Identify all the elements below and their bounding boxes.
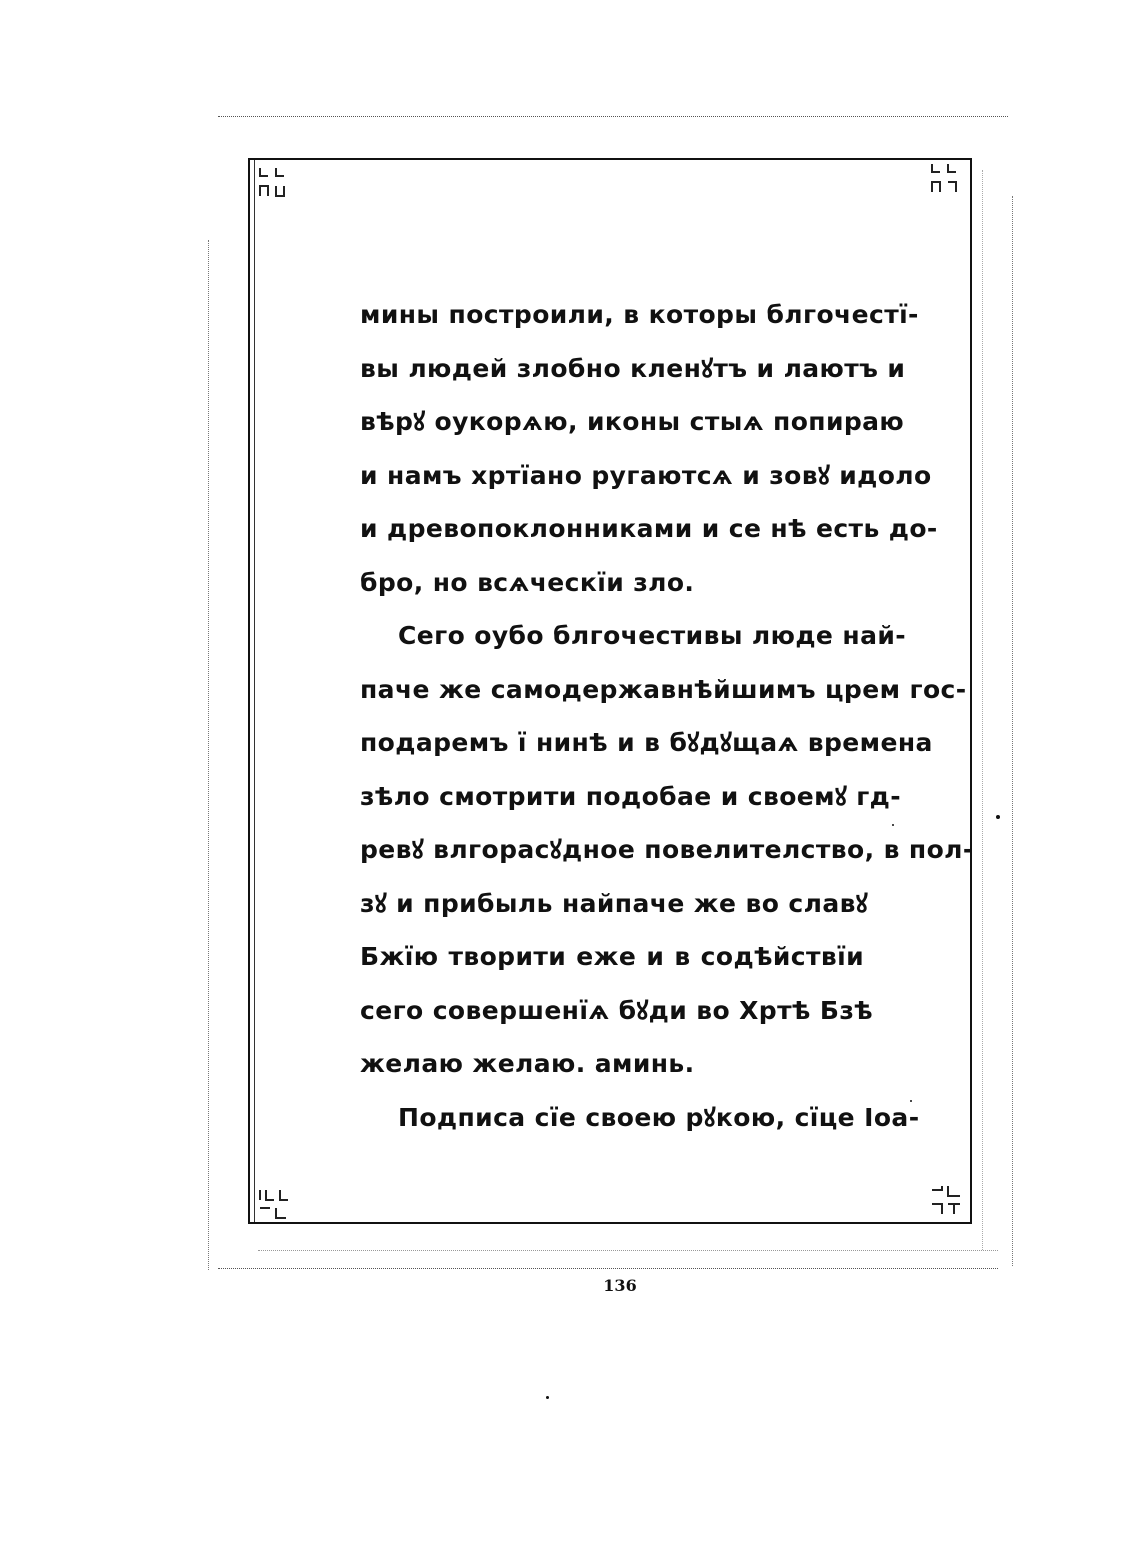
text-line: сего совершенїѧ бꙋди во Хртѣ Бзѣ <box>360 995 874 1025</box>
text-line: Бжїю творити еже и в содѣйствїи <box>360 942 864 971</box>
text-line: и древопоклонниками и се нѣ есть до- <box>360 514 938 543</box>
text-line: паче же самодержавнѣйшимъ црем гос- <box>360 674 967 704</box>
text-line: мины построили, в которы блгочестї- <box>360 300 919 329</box>
text-line: вы людей злобно кленꙋтъ и лаютъ и <box>360 353 906 383</box>
page-number: 136 <box>603 1276 637 1295</box>
bottom-dotted-rule-inner <box>258 1250 998 1251</box>
text-line: бро, но всѧческїи зло. <box>360 567 695 597</box>
text-line: зѣло смотрити подобае и своемꙋ гд- <box>360 781 902 811</box>
top-dotted-rule <box>218 116 1008 117</box>
frame-corner-ornament-icon <box>256 164 292 200</box>
text-line: вѣрꙋ оукорѧю, иконы стыѧ попираю <box>360 407 905 436</box>
text-line: ревꙋ влгорасꙋдное повелителство, в пол- <box>360 835 974 864</box>
text-line: Сего оубо блгочестивы люде най- <box>398 621 907 650</box>
frame-corner-ornament-icon <box>928 1182 964 1218</box>
scan-speck <box>546 1396 549 1399</box>
text-line: подаремъ ї нинѣ и в бꙋдꙋщаѧ времена <box>360 728 933 757</box>
scan-speck <box>892 824 894 826</box>
text-line: и намъ хртїано ругаютсѧ и зовꙋ идоло <box>360 460 932 490</box>
scan-speck <box>996 815 1000 819</box>
text-line: зꙋ и прибыль найпаче же во славꙋ <box>360 888 868 918</box>
left-dotted-rule <box>208 240 209 1270</box>
text-line: желаю желаю. аминь. <box>360 1049 695 1078</box>
bottom-dotted-rule <box>218 1268 998 1269</box>
text-line: Подписа сїе своею рꙋкою, сїце Іоа- <box>398 1102 920 1132</box>
frame-corner-ornament-icon <box>928 160 964 196</box>
right-dotted-rule <box>1012 196 1013 1266</box>
scan-speck <box>910 1100 912 1102</box>
manuscript-text <box>360 288 974 1144</box>
right-faint-rule <box>982 170 983 1250</box>
frame-corner-ornament-icon <box>256 1186 292 1222</box>
frame-inner-rule <box>254 160 255 1222</box>
